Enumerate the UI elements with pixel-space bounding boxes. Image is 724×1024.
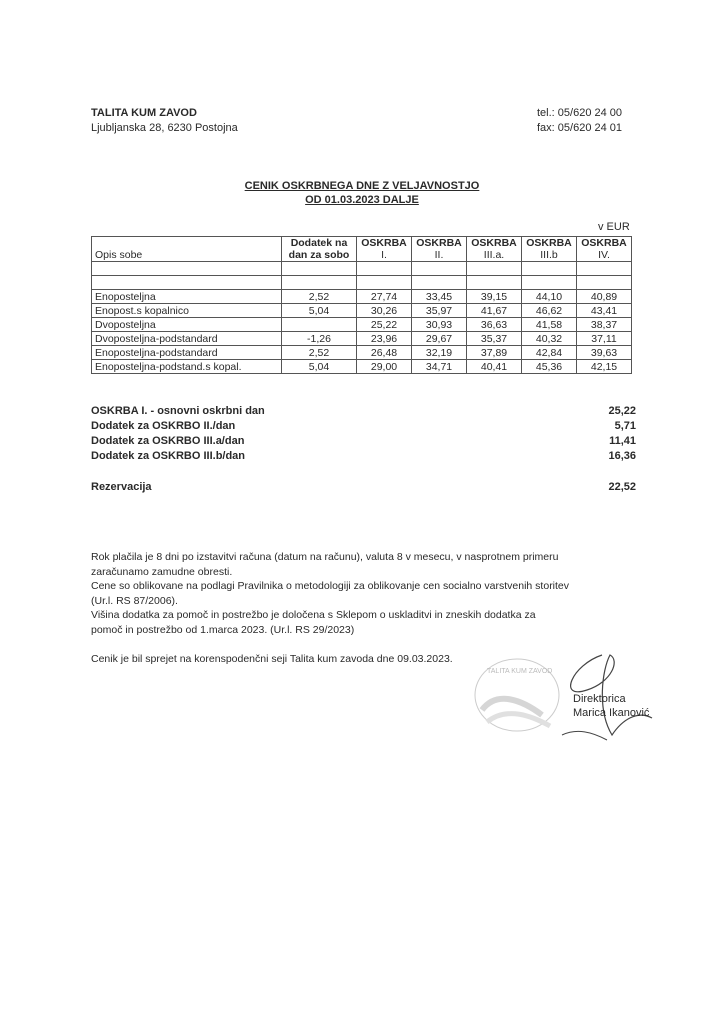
price-table bbox=[91, 236, 632, 374]
summary-label: OSKRBA I. - osnovni oskrbni dan bbox=[91, 405, 265, 417]
table-spacer-row bbox=[92, 262, 632, 276]
summary-value: 16,36 bbox=[608, 450, 636, 462]
organization-address: Ljubljanska 28, 6230 Postojna bbox=[91, 122, 238, 134]
room-description-cell: Enoposteljna-podstandard bbox=[92, 346, 282, 360]
room-description-cell: Dvoposteljna bbox=[92, 318, 282, 332]
room-description-cell: Dvoposteljna-podstandard bbox=[92, 332, 282, 346]
price-cell: 42,84 bbox=[522, 346, 577, 360]
note-line: (Ur.l. RS 87/2006). bbox=[91, 594, 178, 607]
header-oskrba-4: OSKRBA IV. bbox=[577, 237, 632, 262]
table-row bbox=[92, 360, 632, 374]
stamp-text: TALITA KUM ZAVOD bbox=[487, 668, 553, 675]
summary-row bbox=[91, 435, 636, 450]
header-room-addition: Dodatek na dan za sobo bbox=[282, 237, 357, 262]
summary-row bbox=[91, 420, 636, 435]
summary-value: 5,71 bbox=[614, 420, 636, 432]
approval-note: Cenik je bil sprejet na korenspodenčni seji Talita kum zavoda dne 09.03.2023. bbox=[91, 653, 453, 665]
table-row bbox=[92, 346, 632, 360]
table-row bbox=[92, 290, 632, 304]
header-room-description: Opis sobe bbox=[92, 237, 282, 262]
summary-label: Dodatek za OSKRBO III.b/dan bbox=[91, 450, 246, 462]
summary-label: Dodatek za OSKRBO II./dan bbox=[91, 420, 236, 432]
price-cell: 41,67 bbox=[467, 304, 522, 318]
price-cell: 27,74 bbox=[357, 290, 412, 304]
price-cell: 40,89 bbox=[577, 290, 632, 304]
note-line: Višina dodatka za pomoč in postrežbo je določena s Sklepom o uskladitvi in zneskih dodatka za bbox=[91, 609, 536, 621]
payment-notes bbox=[91, 550, 651, 637]
title-line-1: CENIK OSKRBNEGA DNE Z VELJAVNOSTJO bbox=[244, 180, 480, 192]
price-cell bbox=[282, 318, 357, 332]
currency-note: v EUR bbox=[598, 221, 630, 233]
price-cell: 29,67 bbox=[412, 332, 467, 346]
price-cell: 40,41 bbox=[467, 360, 522, 374]
table-row bbox=[92, 318, 632, 332]
header-oskrba-2: OSKRBA II. bbox=[412, 237, 467, 262]
price-cell: 46,62 bbox=[522, 304, 577, 318]
price-cell: 44,10 bbox=[522, 290, 577, 304]
note-line: pomoč in postrežbo od 1.marca 2023. (Ur.l. RS 29/2023) bbox=[91, 623, 355, 636]
document-title bbox=[0, 179, 724, 207]
price-cell: 40,32 bbox=[522, 332, 577, 346]
title-line-2: OD 01.03.2023 DALJE bbox=[305, 194, 419, 206]
price-cell: 45,36 bbox=[522, 360, 577, 374]
table-header-row bbox=[92, 237, 632, 262]
price-cell: 2,52 bbox=[282, 346, 357, 360]
summary-row bbox=[91, 405, 636, 420]
reservation-value: 22,52 bbox=[608, 481, 636, 493]
price-cell: 30,93 bbox=[412, 318, 467, 332]
header-oskrba-3b: OSKRBA III.b bbox=[522, 237, 577, 262]
phone-number: tel.: 05/620 24 00 bbox=[537, 107, 623, 119]
signature-block bbox=[573, 692, 649, 720]
price-cell: 34,71 bbox=[412, 360, 467, 374]
price-cell: 37,11 bbox=[577, 332, 632, 346]
table-row bbox=[92, 304, 632, 318]
table-spacer-row bbox=[92, 276, 632, 290]
organization-block bbox=[91, 106, 238, 136]
summary-value: 25,22 bbox=[608, 405, 636, 417]
reservation-label: Rezervacija bbox=[91, 481, 152, 493]
price-cell: 25,22 bbox=[357, 318, 412, 332]
table-row bbox=[92, 332, 632, 346]
header-oskrba-1: OSKRBA I. bbox=[357, 237, 412, 262]
room-description-cell: Enopost.s kopalnico bbox=[92, 304, 282, 318]
room-description-cell: Enoposteljna-podstand.s kopal. bbox=[92, 360, 282, 374]
price-cell: 30,26 bbox=[357, 304, 412, 318]
price-cell: 36,63 bbox=[467, 318, 522, 332]
signatory-role: Direktorica bbox=[573, 693, 626, 705]
signatory-name: Marica Ikanović bbox=[573, 707, 650, 719]
fax-number: fax: 05/620 24 01 bbox=[537, 122, 623, 134]
price-cell: 23,96 bbox=[357, 332, 412, 346]
summary-value: 11,41 bbox=[609, 435, 636, 447]
summary-label: Dodatek za OSKRBO III.a/dan bbox=[91, 435, 245, 447]
room-description-cell: Enoposteljna bbox=[92, 290, 282, 304]
note-line: zaračunamo zamudne obresti. bbox=[91, 565, 233, 578]
price-cell: 42,15 bbox=[577, 360, 632, 374]
summary-row bbox=[91, 450, 636, 465]
price-cell: 41,58 bbox=[522, 318, 577, 332]
price-cell: 37,89 bbox=[467, 346, 522, 360]
price-cell: 35,97 bbox=[412, 304, 467, 318]
price-cell: 35,37 bbox=[467, 332, 522, 346]
reservation-row bbox=[91, 481, 636, 496]
price-cell: -1,26 bbox=[282, 332, 357, 346]
price-cell: 43,41 bbox=[577, 304, 632, 318]
price-cell: 2,52 bbox=[282, 290, 357, 304]
price-cell: 39,15 bbox=[467, 290, 522, 304]
price-cell: 29,00 bbox=[357, 360, 412, 374]
price-cell: 32,19 bbox=[412, 346, 467, 360]
price-cell: 33,45 bbox=[412, 290, 467, 304]
note-line: Cene so oblikovane na podlagi Pravilnika o metodologiji za oblikovanje cen socialno varstvenih storitev bbox=[91, 580, 570, 592]
price-cell: 5,04 bbox=[282, 304, 357, 318]
organization-name: TALITA KUM ZAVOD bbox=[91, 107, 197, 119]
price-cell: 39,63 bbox=[577, 346, 632, 360]
price-cell: 26,48 bbox=[357, 346, 412, 360]
price-cell: 38,37 bbox=[577, 318, 632, 332]
header-oskrba-3a: OSKRBA III.a. bbox=[467, 237, 522, 262]
price-cell: 5,04 bbox=[282, 360, 357, 374]
contact-block bbox=[537, 106, 622, 136]
note-line: Rok plačila je 8 dni po izstavitvi računa (datum na računu), valuta 8 v mesecu, v nasprotnem primeru bbox=[91, 551, 559, 563]
